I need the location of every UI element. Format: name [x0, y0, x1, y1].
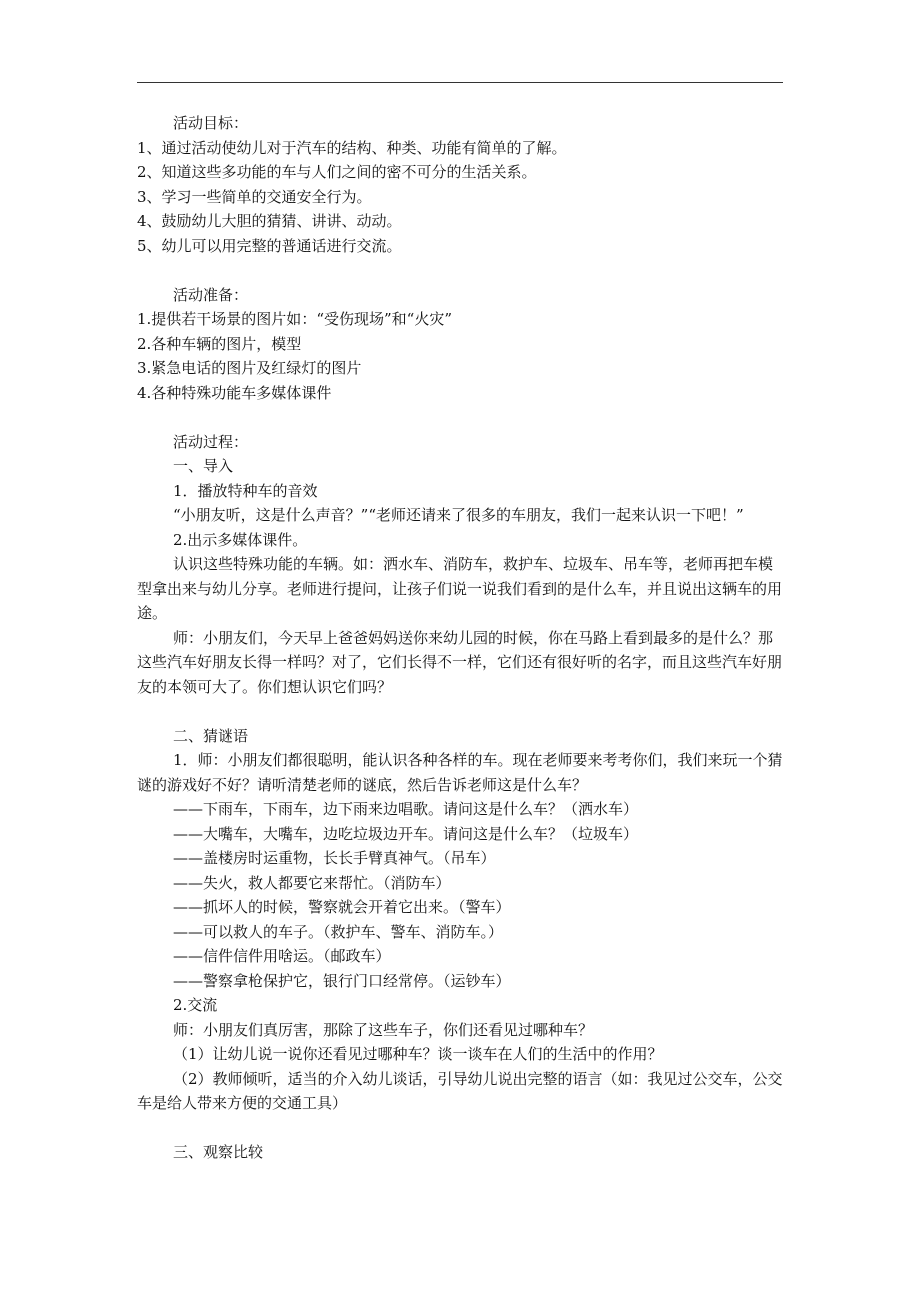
preparation-section [137, 283, 783, 406]
preparation-item: 4.各种特殊功能车多媒体课件 [137, 383, 332, 402]
riddle-item: ——抓坏人的时候，警察就会开着它出来。（警车） [173, 898, 511, 916]
header-rule [137, 82, 783, 83]
paragraph: （1）让幼儿说一说你还看见过哪种车？谈一谈车在人们的生活中的作用？ [173, 1045, 663, 1063]
preparation-heading: 活动准备： [173, 285, 249, 304]
document-body [137, 111, 783, 1165]
spacer [137, 1116, 783, 1141]
riddle-item: ——信件信件用啥运。（邮政车） [173, 947, 391, 965]
section-title: 二、猜谜语 [173, 726, 249, 745]
section-title: 三、观察比较 [173, 1143, 264, 1161]
goals-heading: 活动目标： [173, 114, 249, 132]
quote-text: “小朋友听，这是什么声音？”“老师还请来了很多的车朋友，我们一起来认识一下吧！” [173, 506, 744, 524]
riddle-item: ——警察拿枪保护它，银行门口经常停。（运钞车） [173, 971, 511, 990]
preparation-item: 1.提供若干场景的图片如：“受伤现场”和“火灾” [137, 310, 452, 328]
process-heading: 活动过程： [173, 432, 249, 451]
paragraph: 1．师：小朋友们都很聪明，能认识各种各样的车。现在老师要来考考你们，我们来玩一个猜谜的游戏好不好？请听清楚老师的谜底，然后告诉老师这是什么车？ [137, 751, 783, 794]
goal-item: 2、知道这些多功能的车与人们之间的密不可分的生活关系。 [137, 163, 537, 181]
preparation-item: 3.紧急电话的图片及红绿灯的图片 [137, 359, 362, 377]
goals-section [137, 111, 783, 258]
step-text: 2.交流 [173, 996, 218, 1014]
goal-item: 1、通过活动使幼儿对于汽车的结构、种类、功能有简单的了解。 [137, 138, 567, 157]
goal-item: 4、鼓励幼儿大胆的猜猜、讲讲、动动。 [137, 212, 402, 230]
paragraph: 师：小朋友们真厉害，那除了这些车子，你们还看见过哪种车？ [173, 1020, 594, 1039]
spacer [137, 699, 783, 724]
goal-item: 5、幼儿可以用完整的普通话进行交流。 [137, 236, 402, 255]
paragraph: 认识这些特殊功能的车辆。如：洒水车、消防车，救护车、垃圾车、吊车等，老师再把车模型拿出来与幼儿分享。老师进行提问，让孩子们说一说我们看到的是什么车，并且说出这辆车的用途。 [137, 555, 783, 622]
step-text: 2.出示多媒体课件。 [173, 530, 308, 549]
riddle-item: ——下雨车，下雨车，边下雨来边唱歌。请问这是什么车？（洒水车） [173, 800, 639, 818]
riddle-item: ——可以救人的车子。（救护车、警车、消防车。） [173, 922, 504, 941]
spacer [137, 405, 783, 430]
process-section [137, 430, 783, 1165]
section-title: 一、导入 [173, 457, 234, 475]
riddle-item: ——大嘴车，大嘴车，边吃垃圾边开车。请问这是什么车？（垃圾车） [173, 824, 639, 843]
paragraph: 师：小朋友们，今天早上爸爸妈妈送你来幼儿园的时候，你在马路上看到最多的是什么？那这些汽车好朋友长得一样吗？对了，它们长得不一样，它们还有很好听的名字，而且这些汽车好朋友的本领可大了。你们想认识它们吗？ [137, 628, 783, 696]
spacer [137, 258, 783, 283]
riddle-item: ——盖楼房时运重物，长长手臂真神气。（吊车） [173, 849, 496, 867]
riddle-item: ——失火，救人都要它来帮忙。（消防车） [173, 873, 451, 892]
preparation-item: 2.各种车辆的图片，模型 [137, 334, 302, 353]
goal-item: 3、学习一些简单的交通安全行为。 [137, 187, 372, 206]
paragraph: （2）教师倾听，适当的介入幼儿谈话，引导幼儿说出完整的语言（如：我见过公交车，公交车是给人带来方便的交通工具） [137, 1069, 783, 1112]
step-text: 1．播放特种车的音效 [173, 481, 318, 500]
